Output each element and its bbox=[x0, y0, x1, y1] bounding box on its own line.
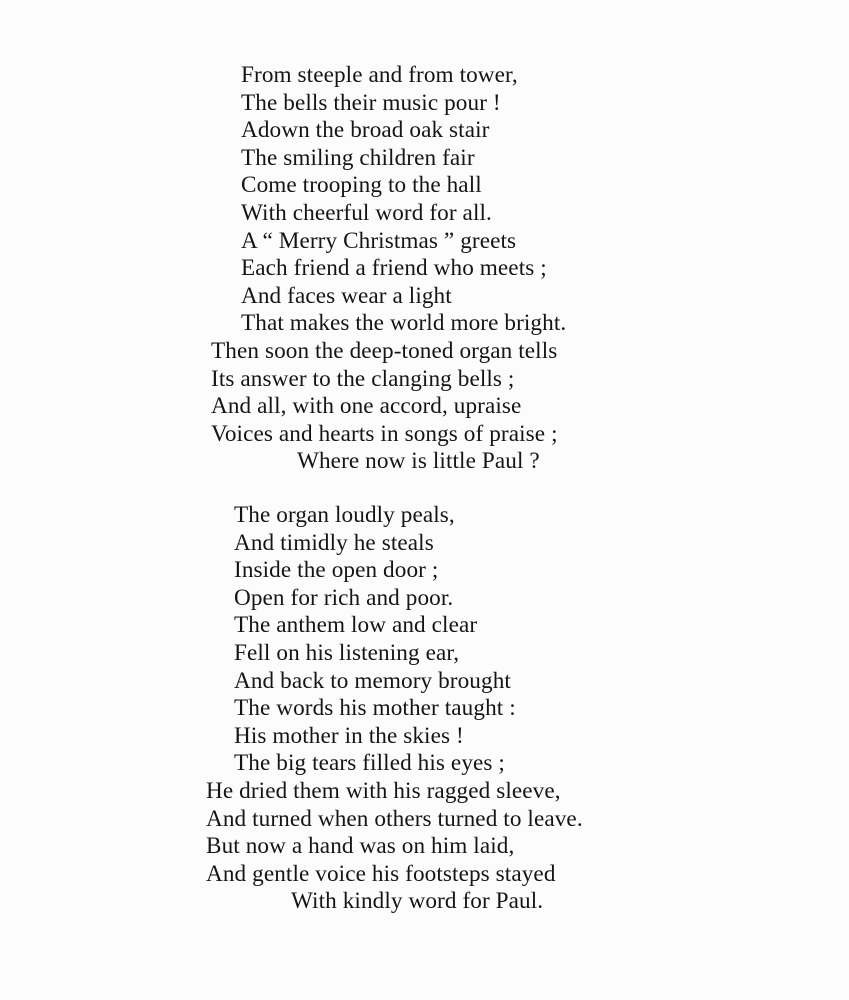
poem-line: And turned when others turned to leave. bbox=[206, 805, 583, 832]
poem-line: And faces wear a light bbox=[241, 282, 452, 309]
poem-line: A “ Merry Christmas ” greets bbox=[241, 227, 517, 254]
poem-line: Voices and hearts in songs of praise ; bbox=[211, 420, 558, 447]
poem-line: The bells their music pour ! bbox=[241, 89, 501, 116]
poem-line: With cheerful word for all. bbox=[241, 199, 492, 226]
poem-stanza-2 bbox=[0, 502, 849, 916]
poem-refrain-line: With kindly word for Paul. bbox=[291, 888, 544, 915]
poem-line: But now a hand was on him laid, bbox=[206, 833, 515, 860]
poem-line: Its answer to the clanging bells ; bbox=[211, 365, 515, 392]
poem-line: The organ loudly peals, bbox=[234, 502, 455, 528]
poem-line: Each friend a friend who meets ; bbox=[241, 255, 547, 282]
poem-line: And back to memory brought bbox=[234, 667, 511, 694]
poem-line: And timidly he steals bbox=[234, 529, 434, 556]
poem-refrain-line: Where now is little Paul ? bbox=[297, 448, 540, 475]
poem-line: Inside the open door ; bbox=[234, 557, 439, 584]
poem-line: His mother in the skies ! bbox=[234, 722, 464, 749]
poem-line: And all, with one accord, upraise bbox=[211, 393, 522, 420]
poem-line: Adown the broad oak stair bbox=[241, 117, 490, 144]
poem-line: The words his mother taught : bbox=[234, 695, 516, 722]
poem-line: Come trooping to the hall bbox=[241, 172, 482, 199]
poem-line: Fell on his listening ear, bbox=[234, 639, 460, 666]
poem-line: Open for rich and poor. bbox=[234, 584, 454, 611]
poem-line: The big tears filled his eyes ; bbox=[234, 750, 505, 777]
poem-line: Then soon the deep-toned organ tells bbox=[211, 337, 558, 364]
poem-line: And gentle voice his footsteps stayed bbox=[206, 860, 556, 887]
poem-line: The smiling children fair bbox=[241, 144, 475, 171]
poem-line: He dried them with his ragged sleeve, bbox=[206, 777, 561, 804]
poem-line: From steeple and from tower, bbox=[241, 62, 518, 88]
poem-stanza-1 bbox=[0, 62, 849, 476]
poem-line: That makes the world more bright. bbox=[241, 310, 567, 337]
poem-line: The anthem low and clear bbox=[234, 612, 478, 639]
